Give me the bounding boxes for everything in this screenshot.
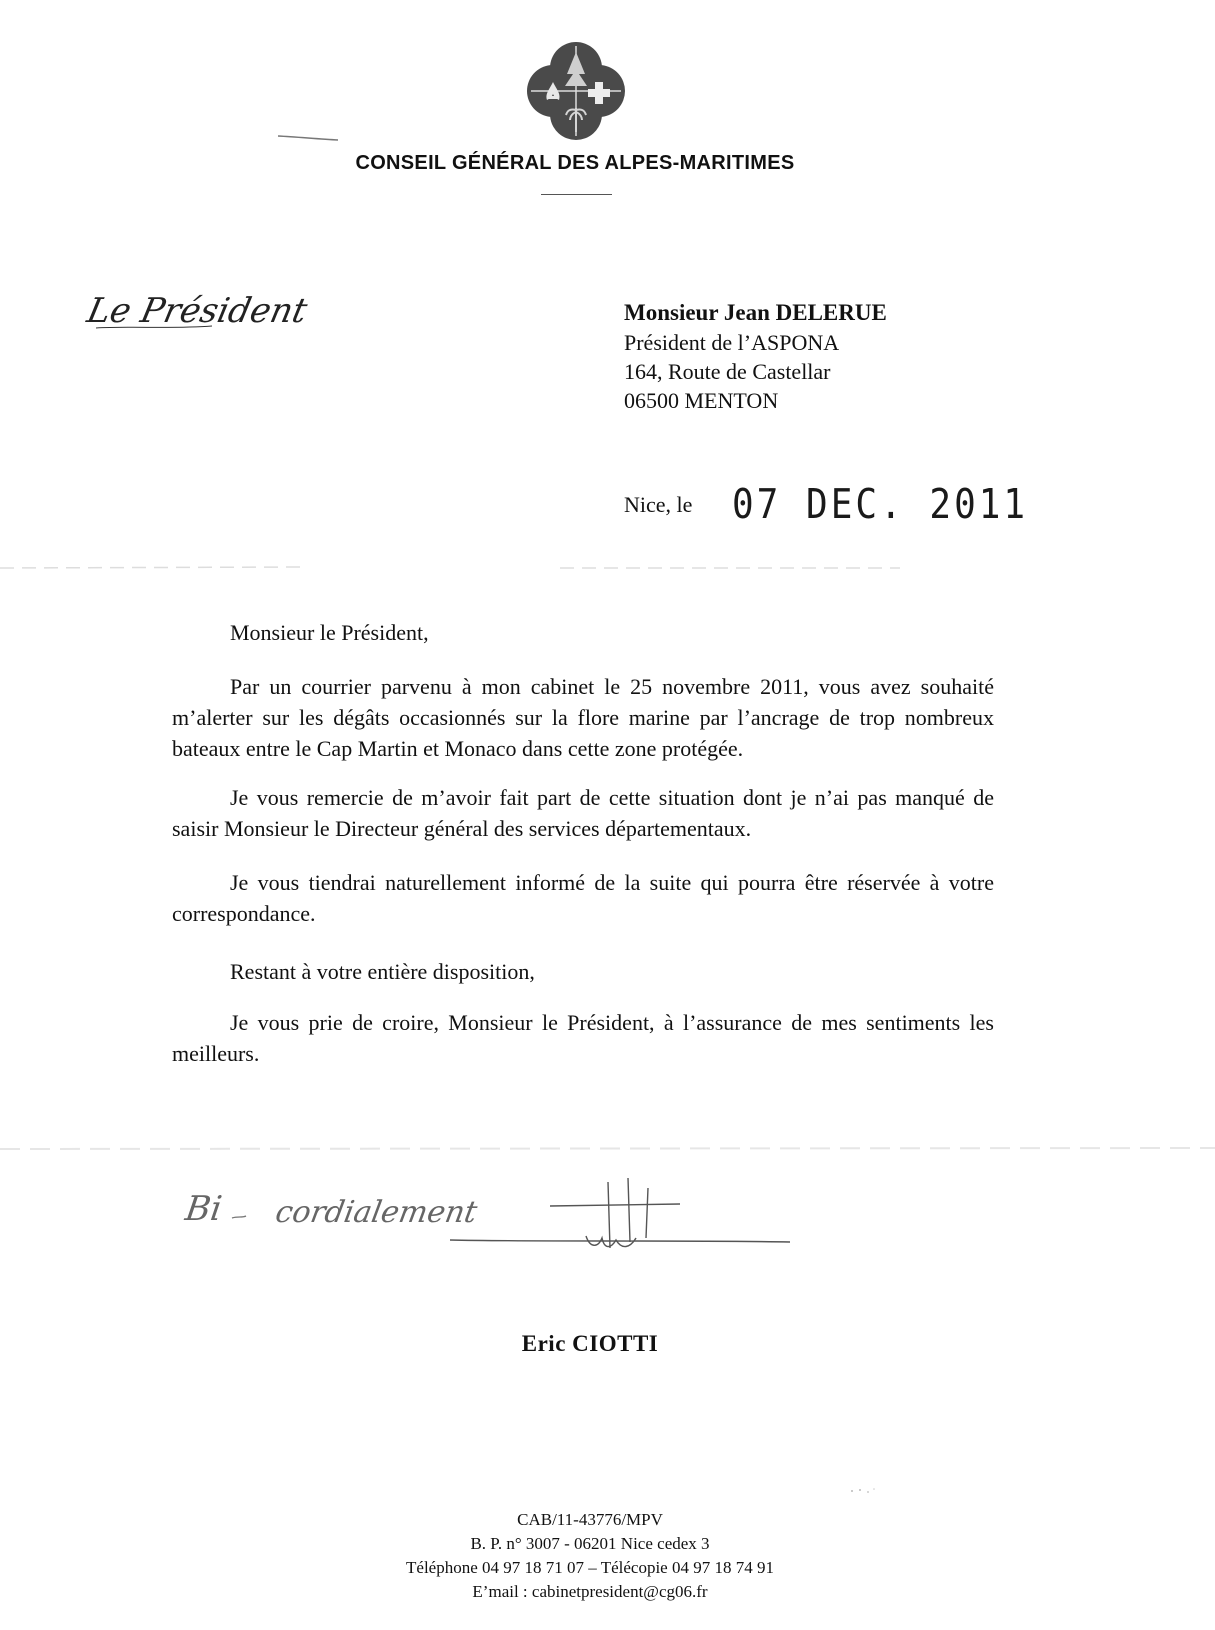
pen-mark (278, 135, 338, 141)
svg-text:Bi: Bi (182, 1189, 225, 1229)
footer-postal: B. P. n° 3007 - 06201 Nice cedex 3 (470, 1534, 710, 1553)
paragraph-text: Je vous tiendrai naturellement informé de la suite qui pourra être réservée à votre correspondance. (172, 870, 994, 926)
footer-email: E’mail : cabinetpresident@cg06.fr (472, 1582, 708, 1601)
signer-name: Eric CIOTTI (521, 1331, 659, 1356)
paragraph-2 (172, 782, 994, 844)
salutation: Monsieur le Président, (230, 620, 429, 645)
paper-fold-line (0, 566, 1215, 570)
recipient-name: Monsieur Jean DELERUE (624, 300, 887, 325)
svg-text:Le Président: Le Président (83, 291, 311, 331)
letter-footer (0, 1508, 1180, 1604)
coat-of-arms-icon (523, 38, 629, 144)
scan-speck (848, 1486, 878, 1496)
paragraph-1 (172, 671, 994, 764)
paragraph-3 (172, 867, 994, 929)
footer-reference: CAB/11-43776/MPV (517, 1510, 663, 1529)
date-prefix: Nice, le (624, 492, 693, 517)
paper-fold-line (0, 1146, 1215, 1152)
paragraph-text: Restant à votre entière disposition, (230, 959, 535, 984)
paragraph-text: Je vous remercie de m’avoir fait part de cette situation dont je n’ai pas manqué de saisir Monsieur le Directeur général des services départementaux. (172, 785, 994, 841)
header-divider (541, 194, 612, 195)
footer-phone: Téléphone 04 97 18 71 07 – Télécopie 04 97 18 74 91 (406, 1558, 774, 1577)
paragraph-4 (230, 956, 930, 987)
svg-text:cordialement: cordialement (272, 1195, 480, 1230)
recipient-title: Président de l’ASPONA (624, 330, 840, 355)
paragraph-text: Par un courrier parvenu à mon cabinet le 25 novembre 2011, vous avez souhaité m’alerter sur les dégâts occasionnés sur la flore marine par l’ancrage de trop nombreux bateaux entre le Cap Martin et Monaco dans cette zone protégée. (172, 674, 994, 761)
le-president-script-label (83, 282, 311, 342)
paragraph-text: Je vous prie de croire, Monsieur le Président, à l’assurance de mes sentiments les meilleurs. (172, 1010, 994, 1066)
recipient-street: 164, Route de Castellar (624, 359, 831, 384)
paragraph-5 (172, 1007, 994, 1069)
date-stamp: 07 DEC. 2011 (732, 481, 1029, 529)
recipient-city: 06500 MENTON (624, 388, 779, 413)
handwritten-signature (182, 1178, 810, 1268)
organization-title: CONSEIL GÉNÉRAL DES ALPES-MARITIMES (355, 152, 795, 174)
